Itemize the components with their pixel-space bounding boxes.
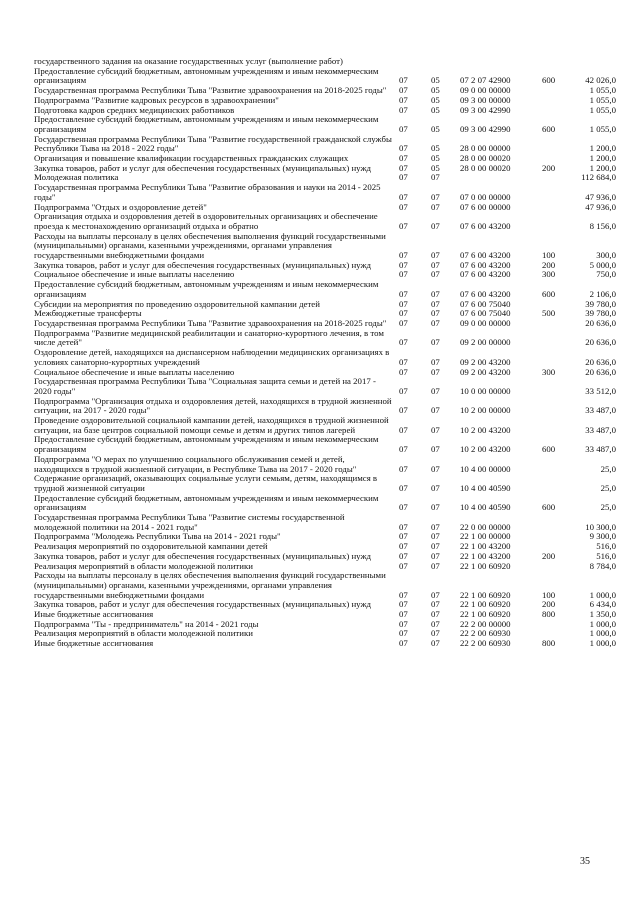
row-section: 07	[399, 618, 408, 629]
row-amount: 1 200,0	[589, 143, 616, 154]
row-name: Государственная программа Республики Тыва "Развитие здравоохранения на 2018-2025 годы"	[34, 317, 387, 328]
row-name: Подпрограмма "Молодежь Республики Тыва на 2014 - 2021 годы"	[34, 531, 281, 542]
row-expense-type: 600	[542, 444, 556, 455]
row-expense-type	[542, 532, 574, 542]
table-row	[34, 435, 616, 454]
row-amount: 33 487,0	[585, 444, 616, 455]
row-name: Расходы на выплаты персоналу в целях обеспечения выполнения функций государственными (муниципальными) органами, казенными учреждениями, органами управления государственными внебюджетными фондами	[34, 570, 386, 600]
row-name: Содержание организаций, оказывающих социальные услуги семьям, детям, находящимся в трудной жизненной ситуации	[34, 473, 378, 493]
row-amount: 1 000,0	[589, 618, 616, 629]
row-subsection: 05	[431, 123, 440, 134]
row-amount: 2 106,0	[589, 288, 616, 299]
row-target-article: 28 0 00 00020	[460, 162, 511, 173]
row-subsection: 07	[431, 308, 440, 319]
row-expense-type	[542, 377, 574, 396]
row-amount: 750,0	[596, 269, 616, 280]
row-subsection: 07	[431, 550, 440, 561]
row-subsection: 07	[431, 201, 440, 212]
row-target-article: 22 1 00 43200	[460, 541, 511, 552]
row-expense-type	[542, 455, 574, 474]
row-subsection: 07	[431, 172, 440, 183]
table-row	[34, 639, 616, 649]
row-name: Расходы на выплаты персоналу в целях обеспечения выполнения функций государственными (муниципальными) органами, казенными учреждениями, органами управления государственными внебюджетными фондами	[34, 230, 386, 261]
row-target-article: 22 2 00 60930	[460, 638, 511, 649]
row-target-article: 09 3 00 42990	[460, 104, 511, 115]
row-expense-type: 200	[542, 599, 556, 610]
row-subsection: 07	[431, 609, 440, 620]
row-subsection: 07	[431, 259, 440, 270]
row-expense-type: 600	[542, 502, 556, 513]
row-expense-type: 100	[542, 250, 556, 261]
row-amount: 5 000,0	[589, 259, 616, 270]
row-subsection: 07	[431, 366, 440, 377]
row-section: 07	[399, 366, 408, 377]
row-amount: 1 000,0	[589, 628, 616, 639]
row-expense-type: 300	[542, 269, 556, 280]
row-target-article: 22 1 00 60920	[460, 560, 511, 571]
row-name: Предоставление субсидий бюджетным, автономным учреждениям и иным некоммерческим организациям	[34, 492, 379, 513]
row-target-article: 07 6 00 43200	[460, 250, 511, 261]
row-amount: 8 156,0	[589, 220, 616, 231]
row-section: 07	[399, 550, 408, 561]
table-row	[34, 397, 616, 416]
row-target-article: 07 6 00 43200	[460, 288, 511, 299]
table-row	[34, 416, 616, 435]
table-row	[34, 513, 616, 532]
row-section: 07	[399, 172, 408, 183]
row-target-article: 09 2 00 00000	[460, 337, 511, 348]
row-section: 07	[399, 405, 408, 416]
row-name: Предоставление субсидий бюджетным, автономным учреждениям и иным некоммерческим организациям	[34, 434, 379, 455]
row-amount: 33 487,0	[585, 405, 616, 416]
row-target-article: 10 4 00 00000	[460, 463, 511, 474]
row-section: 07	[399, 560, 408, 571]
row-name: Государственная программа Республики Тыва "Развитие государственной гражданской службы Республики Тыва на 2018 - 2022 годы"	[34, 133, 392, 154]
table-row	[34, 135, 616, 154]
row-name: Организация и повышение квалификации государственных гражданских служащих	[34, 153, 349, 164]
row-subsection: 07	[431, 531, 440, 542]
row-amount: 20 636,0	[585, 337, 616, 348]
row-target-article: 09 0 00 00000	[460, 317, 511, 328]
row-subsection: 07	[431, 317, 440, 328]
row-expense-type	[542, 620, 574, 630]
row-subsection: 07	[431, 628, 440, 639]
row-subsection: 05	[431, 85, 440, 96]
row-target-article: 07 6 00 75040	[460, 298, 511, 309]
row-expense-type	[542, 562, 574, 572]
row-expense-type	[542, 212, 574, 231]
row-section: 07	[399, 201, 408, 212]
row-expense-type: 800	[542, 638, 556, 649]
row-section: 07	[399, 424, 408, 435]
row-section: 07	[399, 288, 408, 299]
row-name: Молодежная политика	[34, 172, 119, 183]
page-number: 35	[580, 856, 590, 867]
row-amount: 9 300,0	[589, 531, 616, 542]
row-amount: 47 936,0	[585, 201, 616, 212]
row-target-article: 22 1 00 60920	[460, 589, 511, 600]
row-target-article: 07 0 00 00000	[460, 191, 511, 202]
row-amount: 42 026,0	[585, 75, 616, 86]
row-expense-type: 200	[542, 550, 556, 561]
row-name: Социальное обеспечение и иные выплаты населению	[34, 269, 235, 280]
row-target-article: 22 0 00 00000	[460, 521, 511, 532]
row-expense-type	[542, 319, 574, 329]
row-name: Подпрограмма "Отдых и оздоровление детей"	[34, 201, 207, 212]
row-subsection: 07	[431, 560, 440, 571]
row-subsection: 05	[431, 153, 440, 164]
row-name: Реализация мероприятий по оздоровительной кампании детей	[34, 541, 268, 552]
row-amount	[574, 57, 616, 67]
row-name: Иные бюджетные ассигнования	[34, 638, 154, 649]
row-expense-type	[542, 57, 574, 67]
row-section: 07	[399, 337, 408, 348]
budget-table	[34, 57, 616, 649]
row-target-article: 28 0 00 00000	[460, 143, 511, 154]
row-expense-type: 600	[542, 75, 556, 86]
row-name: Государственная программа Республики Тыва "Развитие образования и науки на 2014 - 2025 годы"	[34, 182, 381, 202]
row-subsection: 07	[431, 589, 440, 600]
row-amount: 8 784,0	[589, 560, 616, 571]
row-subsection: 05	[431, 143, 440, 154]
row-name: Подпрограмма "О мерах по улучшению социального обслуживания семей и детей, находящихся в трудной жизненной ситуации, в Республике Тыва на 2017 - 2020 годы"	[34, 453, 357, 474]
row-section: 07	[399, 104, 408, 115]
row-section: 07	[399, 191, 408, 202]
row-subsection: 07	[431, 298, 440, 309]
row-name: Государственная программа Республики Тыва "Социальная защита семьи и детей на 2017 - 2020 годы"	[34, 376, 376, 396]
table-row	[34, 348, 616, 367]
row-amount: 33 512,0	[585, 385, 616, 396]
row-section: 07	[399, 298, 408, 309]
row-subsection: 07	[431, 191, 440, 202]
row-target-article: 10 4 00 40590	[460, 502, 511, 513]
row-section: 07	[399, 638, 408, 649]
row-expense-type: 500	[542, 308, 556, 319]
row-target-article: 22 1 00 60920	[460, 599, 511, 610]
row-section: 07	[399, 143, 408, 154]
row-amount: 516,0	[596, 541, 616, 552]
row-section: 07	[399, 589, 408, 600]
row-target-article: 07 2 07 42900	[460, 75, 511, 86]
table-row	[34, 571, 616, 600]
row-subsection: 05	[431, 104, 440, 115]
row-section: 07	[399, 628, 408, 639]
row-amount: 25,0	[600, 463, 616, 474]
row-subsection	[431, 57, 460, 67]
row-expense-type: 600	[542, 288, 556, 299]
row-section: 07	[399, 502, 408, 513]
table-row	[34, 455, 616, 474]
row-subsection: 07	[431, 599, 440, 610]
row-name: Субсидии на мероприятия по проведению оздоровительной кампании детей	[34, 298, 320, 309]
row-amount: 39 780,0	[585, 298, 616, 309]
row-section: 07	[399, 463, 408, 474]
row-amount: 1 055,0	[589, 94, 616, 105]
table-row	[34, 474, 616, 493]
row-expense-type	[542, 173, 574, 183]
row-section: 07	[399, 94, 408, 105]
row-section: 07	[399, 220, 408, 231]
row-name: Закупка товаров, работ и услуг для обеспечения государственных (муниципальных) нужд	[34, 162, 372, 173]
row-name: Подпрограмма "Развитие медицинской реабилитации и санаторно-курортного лечения, в том числе детей"	[34, 327, 384, 348]
row-expense-type: 800	[542, 609, 556, 620]
row-amount: 20 636,0	[585, 366, 616, 377]
row-expense-type	[542, 348, 574, 367]
row-target-article: 09 0 00 00000	[460, 85, 511, 96]
row-name: Подпрограмма "Ты - предприниматель" на 2014 - 2021 годы	[34, 618, 259, 629]
row-name: Подготовка кадров средних медицинских работников	[34, 104, 235, 115]
row-name: Организация отдыха и оздоровления детей в оздоровительных организациях и обеспечение проезда к местонахождению организаций отдыха и обратно	[34, 211, 378, 231]
row-amount: 1 200,0	[589, 162, 616, 173]
row-section: 07	[399, 75, 408, 86]
row-subsection: 07	[431, 444, 440, 455]
row-amount: 20 636,0	[585, 356, 616, 367]
row-amount: 1 055,0	[589, 104, 616, 115]
row-subsection: 07	[431, 541, 440, 552]
row-name: Оздоровление детей, находящихся на диспансерном наблюдении медицинских организациях в условиях санаторно-курортных учреждений	[34, 347, 390, 367]
row-amount: 25,0	[600, 502, 616, 513]
row-amount: 1 055,0	[589, 123, 616, 134]
row-name: Государственная программа Республики Тыва "Развитие системы государственной молодежной политики на 2014 - 2021 годы"	[34, 512, 345, 532]
row-subsection: 07	[431, 521, 440, 532]
row-section: 07	[399, 153, 408, 164]
row-amount: 20 636,0	[585, 317, 616, 328]
table-row	[34, 115, 616, 134]
row-section: 07	[399, 162, 408, 173]
row-expense-type: 200	[542, 162, 556, 173]
row-target-article: 07 6 00 43200	[460, 259, 511, 270]
row-subsection: 07	[431, 288, 440, 299]
row-expense-type	[542, 203, 574, 213]
row-subsection: 07	[431, 356, 440, 367]
table-row	[34, 329, 616, 348]
row-subsection: 07	[431, 269, 440, 280]
row-section: 07	[399, 269, 408, 280]
row-target-article: 09 2 00 43200	[460, 366, 511, 377]
row-expense-type	[542, 86, 574, 96]
row-subsection: 07	[431, 638, 440, 649]
row-subsection: 05	[431, 162, 440, 173]
row-amount: 6 434,0	[589, 599, 616, 610]
row-target-article: 07 6 00 75040	[460, 308, 511, 319]
row-target-article: 22 1 00 43200	[460, 550, 511, 561]
row-name: Реализация мероприятий в области молодежной политики	[34, 560, 253, 571]
row-expense-type: 200	[542, 259, 556, 270]
row-expense-type	[542, 416, 574, 435]
row-name: Государственная программа Республики Тыва "Развитие здравоохранения на 2018-2025 годы"	[34, 85, 387, 96]
row-amount: 1 000,0	[589, 638, 616, 649]
row-section: 07	[399, 308, 408, 319]
row-amount: 47 936,0	[585, 191, 616, 202]
row-subsection: 07	[431, 405, 440, 416]
table-row	[34, 212, 616, 231]
row-amount: 39 780,0	[585, 308, 616, 319]
row-section: 07	[399, 317, 408, 328]
row-amount: 33 487,0	[585, 424, 616, 435]
row-name: Закупка товаров, работ и услуг для обеспечения государственных (муниципальных) нужд	[34, 259, 372, 270]
row-name: Подпрограмма "Развитие кадровых ресурсов в здравоохранении"	[34, 94, 279, 105]
row-target-article: 10 2 00 00000	[460, 405, 511, 416]
row-expense-type	[542, 513, 574, 532]
row-section: 07	[399, 385, 408, 396]
row-section: 07	[399, 123, 408, 134]
row-target-article	[460, 173, 542, 183]
row-amount: 516,0	[596, 550, 616, 561]
row-subsection: 05	[431, 75, 440, 86]
row-target-article: 07 6 00 43200	[460, 220, 511, 231]
row-name: Предоставление субсидий бюджетным, автономным учреждениям и иным некоммерческим организациям	[34, 114, 379, 134]
row-subsection: 07	[431, 463, 440, 474]
row-expense-type	[542, 135, 574, 154]
row-section: 07	[399, 609, 408, 620]
row-target-article: 10 0 00 00000	[460, 385, 511, 396]
row-target-article: 10 4 00 40590	[460, 482, 511, 493]
row-target-article: 10 2 00 43200	[460, 444, 511, 455]
table-row	[34, 164, 616, 174]
row-section: 07	[399, 599, 408, 610]
row-section: 07	[399, 85, 408, 96]
row-target-article: 22 1 00 60920	[460, 609, 511, 620]
row-section: 07	[399, 250, 408, 261]
row-subsection: 05	[431, 94, 440, 105]
row-expense-type: 100	[542, 589, 556, 600]
table-row	[34, 232, 616, 261]
row-section: 07	[399, 444, 408, 455]
row-amount: 25,0	[600, 482, 616, 493]
row-target-article: 09 3 00 00000	[460, 94, 511, 105]
row-expense-type: 600	[542, 123, 556, 134]
row-subsection: 07	[431, 618, 440, 629]
row-name: государственного задания на оказание государственных услуг (выполнение работ)	[34, 56, 343, 66]
table-row	[34, 377, 616, 396]
row-amount: 112 684,0	[581, 172, 616, 183]
row-name: Межбюджетные трансферты	[34, 308, 142, 319]
row-subsection: 07	[431, 424, 440, 435]
budget-table-body	[34, 57, 616, 649]
row-name: Закупка товаров, работ и услуг для обеспечения государственных (муниципальных) нужд	[34, 599, 372, 610]
row-target-article: 10 2 00 43200	[460, 424, 511, 435]
row-subsection: 07	[431, 250, 440, 261]
row-expense-type	[542, 397, 574, 416]
row-name: Социальное обеспечение и иные выплаты населению	[34, 366, 235, 377]
row-amount: 1 350,0	[589, 609, 616, 620]
row-target-article: 22 2 00 60930	[460, 628, 511, 639]
row-name: Иные бюджетные ассигнования	[34, 609, 154, 620]
row-subsection: 07	[431, 220, 440, 231]
row-subsection: 07	[431, 502, 440, 513]
row-target-article: 22 2 00 00000	[460, 618, 511, 629]
row-name: Подпрограмма "Организация отдыха и оздоровления детей, находящихся в трудной жизненной ситуации, на 2017 - 2020 годы"	[34, 395, 392, 416]
row-expense-type	[542, 329, 574, 348]
row-name: Предоставление субсидий бюджетным, автономным учреждениям и иным некоммерческим организациям	[34, 279, 379, 299]
row-section: 07	[399, 541, 408, 552]
row-amount: 1 200,0	[589, 153, 616, 164]
row-target-article: 07 6 00 00000	[460, 201, 511, 212]
row-target-article: 09 3 00 42990	[460, 123, 511, 134]
table-row	[34, 280, 616, 299]
row-section: 07	[399, 531, 408, 542]
table-row	[34, 494, 616, 513]
row-expense-type	[542, 474, 574, 493]
row-expense-type	[542, 106, 574, 116]
row-expense-type: 300	[542, 366, 556, 377]
row-amount: 1 055,0	[589, 85, 616, 96]
row-subsection: 07	[431, 337, 440, 348]
row-name: Закупка товаров, работ и услуг для обеспечения государственных (муниципальных) нужд	[34, 550, 372, 561]
table-row	[34, 183, 616, 202]
row-target-article: 07 6 00 43200	[460, 269, 511, 280]
row-target-article: 09 2 00 43200	[460, 356, 511, 367]
row-amount: 300,0	[596, 250, 616, 261]
row-section: 07	[399, 521, 408, 532]
table-row	[34, 67, 616, 86]
row-expense-type	[542, 96, 574, 106]
row-subsection: 07	[431, 385, 440, 396]
row-target-article	[460, 57, 542, 67]
row-section: 07	[399, 356, 408, 367]
row-name: Проведение оздоровительной социальной кампании детей, находящихся в трудной жизненной ситуации, на базе центров социальной помощи семье и детям и других типов лагерей	[34, 415, 389, 435]
budget-page	[34, 56, 616, 649]
row-section: 07	[399, 259, 408, 270]
row-expense-type	[542, 183, 574, 202]
row-amount: 10 300,0	[585, 521, 616, 532]
row-section: 07	[399, 482, 408, 493]
row-name: Реализация мероприятий в области молодежной политики	[34, 628, 253, 639]
row-subsection: 07	[431, 482, 440, 493]
row-target-article: 28 0 00 00020	[460, 153, 511, 164]
row-amount: 1 000,0	[589, 589, 616, 600]
row-section	[399, 57, 431, 67]
row-target-article: 22 1 00 00000	[460, 531, 511, 542]
row-name: Предоставление субсидий бюджетным, автономным учреждениям и иным некоммерческим организациям	[34, 65, 379, 86]
